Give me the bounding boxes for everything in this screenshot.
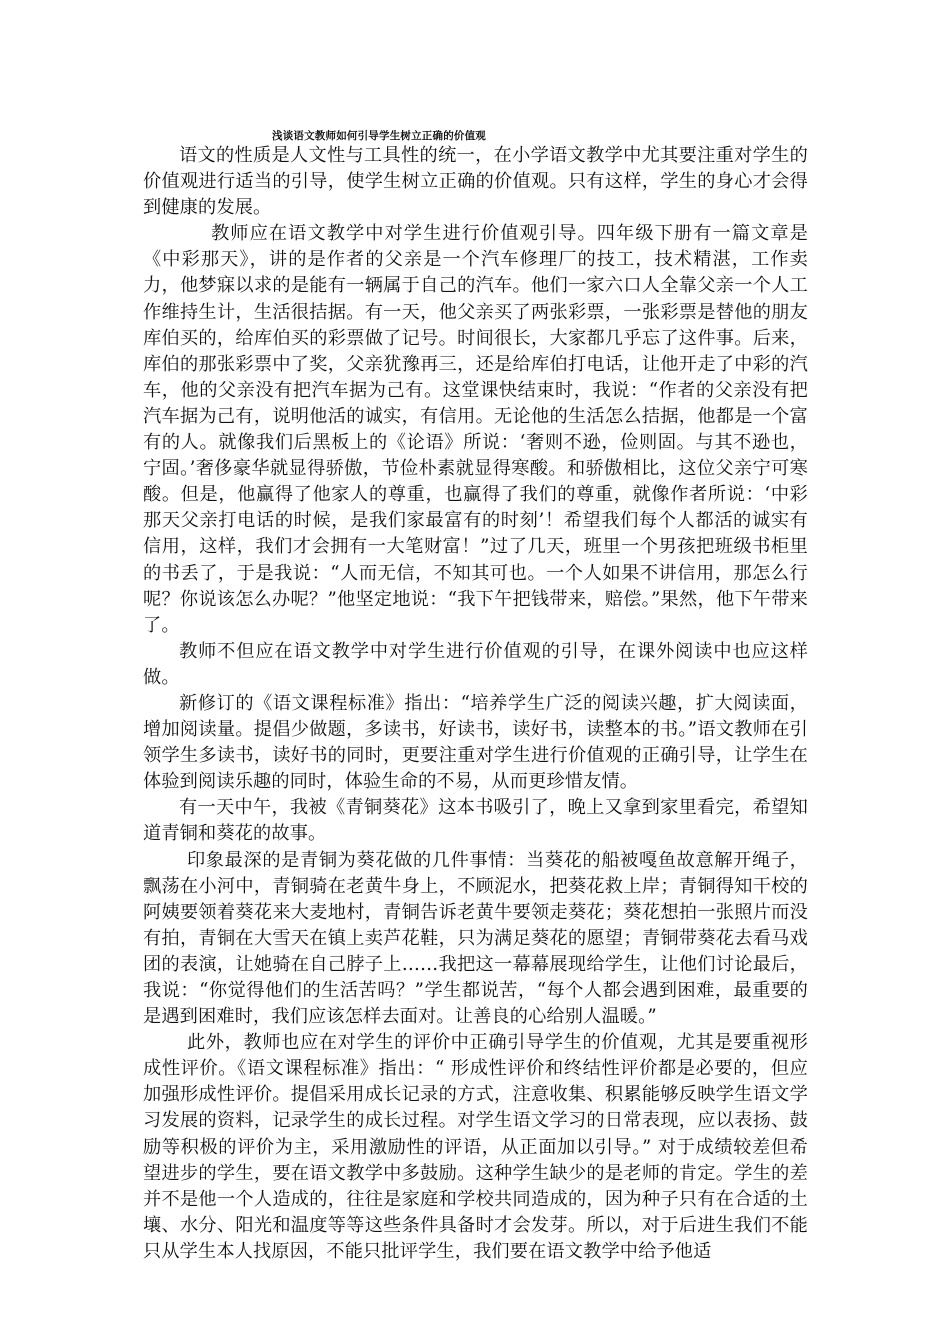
- paragraph-bronze-sunflower: 有一天中午，我被《青铜葵花》这本书吸引了，晚上又拿到家里看完，希望知道青铜和葵花的故事。: [143, 797, 808, 845]
- document-title: 浅谈语文教师如何引导学生树立正确的价值观: [272, 130, 486, 142]
- paragraph-intro: 语文的性质是人文性与工具性的统一，在小学语文教学中尤其要注重对学生的价值观进行适当的引导，使学生树立正确的价值观。只有这样，学生的身心才会得到健康的发展。: [143, 145, 808, 219]
- document-body: [143, 143, 808, 1265]
- paragraph-curriculum-standard: 新修订的《语文课程标准》指出：“培养学生广泛的阅读兴趣，扩大阅读面，增加阅读量。提倡少做题，多读书，好读书，读好书，读整本的书。”语文教师在引领学生多读书，读好书的同时，更要注重对学生进行价值观的正确引导，让学生在体验到阅读乐趣的同时，体验生命的不易，从而更珍惜友情。: [143, 692, 808, 793]
- paragraph-impression: 印象最深的是青铜为葵花做的几件事情：当葵花的船被嘎鱼故意解开绳子，飘荡在小河中，青铜骑在老黄牛身上，不顾泥水，把葵花救上岸；青铜得知干校的阿姨要领着葵花来大麦地村，青铜告诉老黄牛要领走葵花；葵花想拍一张照片而没有拍，青铜在大雪天在镇上卖芦花鞋，只为满足葵花的愿望；青铜带葵花去看马戏团的表演，让她骑在自己脖子上……我把这一幕幕展现给学生，让他们讨论最后，我说：“你觉得他们的生活苦吗？”学生都说苦，“每个人都会遇到困难，最重要的是遇到困难时，我们应该怎样去面对。让善良的心给别人温暖。”: [143, 849, 808, 1028]
- paragraph-extracurricular: 教师不但应在语文教学中对学生进行价值观的引导，在课外阅读中也应这样做。: [143, 640, 808, 688]
- paragraph-lottery-story: 教师应在语文教学中对学生进行价值观引导。四年级下册有一篇文章是《中彩那天》，讲的是作者的父亲是一个汽车修理厂的技工，技术精湛，工作卖力，他梦寐以求的是能有一辆属于自己的汽车。他们一家六口人全靠父亲一个人工作维持生计，生活很拮据。有一天，他父亲买了两张彩票，一张彩票是替他的朋友库伯买的，给库伯买的彩票做了记号。时间很长，大家都几乎忘了这件事。后来，库伯的那张彩票中了奖，父亲犹豫再三，还是给库伯打电话，让他开走了中彩的汽车，他的父亲没有把汽车据为己有。这堂课快结束时，我说：“作者的父亲没有把汽车据为己有，说明他活的诚实，有信用。无论他的生活怎么拮据，他都是一个富有的人。就像我们后黑板上的《论语》所说：‘奢则不逊，俭则固。与其不逊也，宁固。’奢侈豪华就显得骄傲，节俭朴素就显得寒酸。和骄傲相比，这位父亲宁可寒酸。但是，他赢得了他家人的尊重，也赢得了我们的尊重，就像作者所说：‘中彩那天父亲打电话的时候，是我们家最富有的时刻’！希望我们每个人都活的诚实有信用，这样，我们才会拥有一大笔财富！”过了几天，班里一个男孩把班级书柜里的书丢了，于是我说：“人而无信，不知其可也。一个人如果不讲信用，那怎么行呢？你说该怎么办呢？”他坚定地说：“我下午把钱带来，赔偿。”果然，他下午带来了。: [143, 223, 808, 636]
- paragraph-evaluation: 此外，教师也应在对学生的评价中正确引导学生的价值观，尤其是要重视形成性评价。《语文课程标准》指出：“ 形成性评价和终结性评价都是必要的，但应加强形成性评价。提倡采用成长记录的方式，注意收集、积累能够反映学生语文学习发展的资料，记录学生的成长过程。对学生语文学习的日常表现，应以表扬、鼓励等积极的评价为主，采用激励性的评语，从正面加以引导。” 对于成绩较差但希望进步的学生，要在语文教学中多鼓励。这种学生缺少的是老师的肯定。学生的差并不是他一个人造成的，往往是家庭和学校共同造成的，因为种子只有在合适的土壤、水分、阳光和温度等等这些条件具备时才会发芽。所以，对于后进生我们不能只从学生本人找原因，不能只批评学生，我们要在语文教学中给予他适: [143, 1032, 808, 1262]
